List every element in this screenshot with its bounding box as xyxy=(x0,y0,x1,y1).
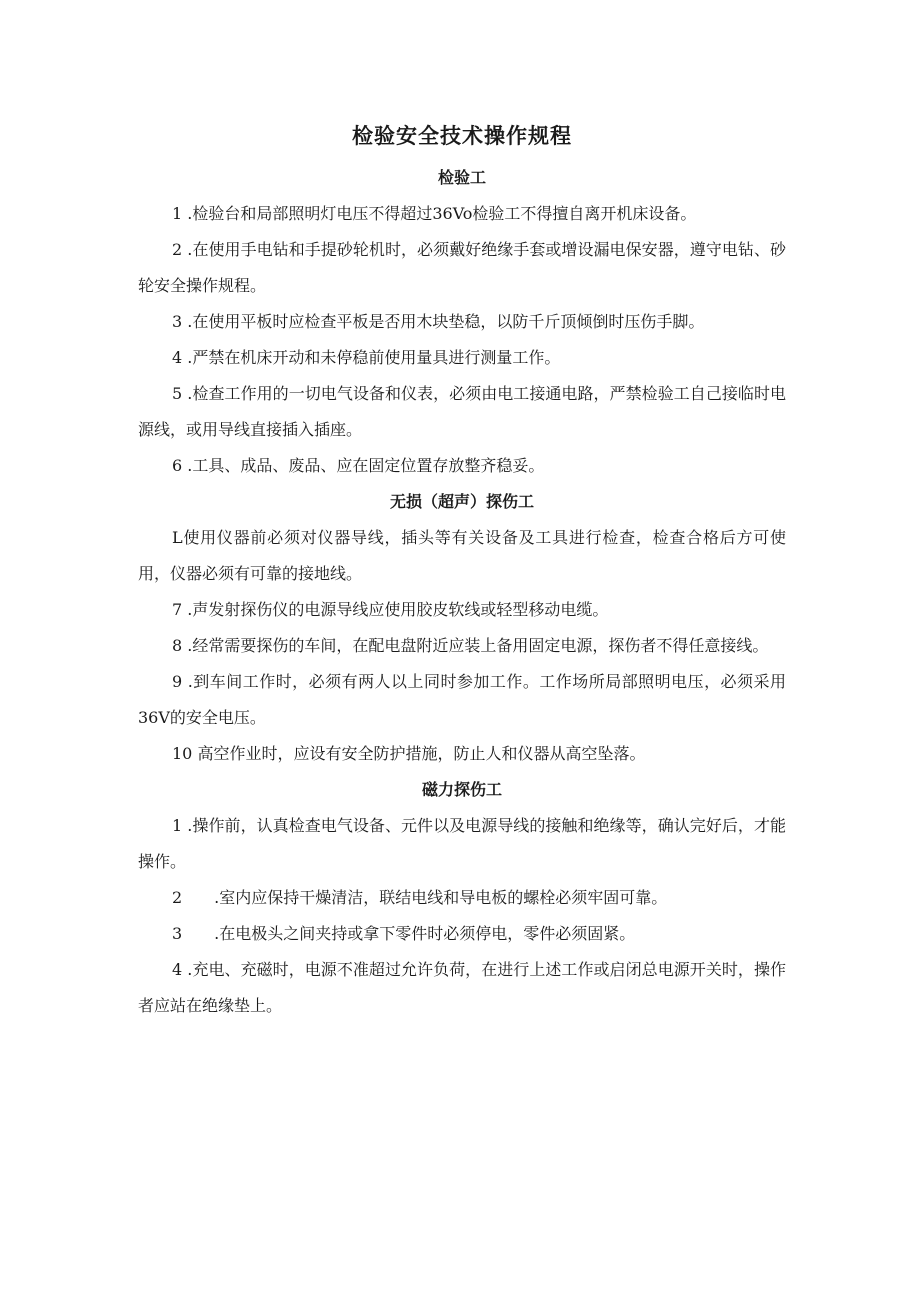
document-page xyxy=(138,118,786,1024)
paragraph: 4 .严禁在机床开动和未停稳前使用量具进行测量工作。 xyxy=(172,348,561,367)
paragraph: 9 .到车间工作时，必须有两人以上同时参加工作。工作场所局部照明电压，必须采用36V的安全电压。 xyxy=(138,672,786,727)
paragraph: 2 .在使用手电钻和手提砂轮机时，必须戴好绝缘手套或增设漏电保安器，遵守电钻、砂轮安全操作规程。 xyxy=(138,240,786,295)
paragraph: 3 .在使用平板时应检查平板是否用木块垫稳，以防千斤顶倾倒时压伤手脚。 xyxy=(172,312,705,331)
paragraph: 1 .检验台和局部照明灯电压不得超过36Vo检验工不得擅自离开机床设备。 xyxy=(172,204,697,223)
paragraph: 6 .工具、成品、废品、应在固定位置存放整齐稳妥。 xyxy=(172,456,545,475)
section-magnetic-flaw-detector xyxy=(138,772,786,1024)
paragraph: 4 .充电、充磁时，电源不准超过允许负荷，在进行上述工作或启闭总电源开关时，操作者应站在绝缘垫上。 xyxy=(138,960,786,1015)
paragraph: 10 高空作业时，应设有安全防护措施，防止人和仪器从高空坠落。 xyxy=(172,744,646,763)
paragraph: 5 .检查工作用的一切电气设备和仪表，必须由电工接通电路，严禁检验工自己接临时电源线，或用导线直接插入插座。 xyxy=(138,384,786,439)
paragraph: 3 .在电极头之间夹持或拿下零件时必须停电，零件必须固紧。 xyxy=(172,924,636,943)
paragraph: L使用仪器前必须对仪器导线，插头等有关设备及工具进行检查，检查合格后方可使用，仪器必须有可靠的接地线。 xyxy=(138,528,786,583)
paragraph: 7 .声发射探伤仪的电源导线应使用胶皮软线或轻型移动电缆。 xyxy=(172,600,609,619)
paragraph: 1 .操作前，认真检查电气设备、元件以及电源导线的接触和绝缘等，确认完好后，才能操作。 xyxy=(138,816,786,871)
section-heading: 无损（超声）探伤工 xyxy=(389,492,534,511)
paragraph: 2 .室内应保持干燥清洁，联结电线和导电板的螺栓必须牢固可靠。 xyxy=(172,888,668,907)
document-title: 检验安全技术操作规程 xyxy=(352,123,572,148)
section-inspector xyxy=(138,160,786,484)
section-heading: 磁力探伤工 xyxy=(421,780,502,799)
section-heading: 检验工 xyxy=(437,168,486,187)
paragraph: 8 .经常需要探伤的车间，在配电盘附近应装上备用固定电源，探伤者不得任意接线。 xyxy=(172,636,769,655)
section-ultrasonic-flaw-detector xyxy=(138,484,786,772)
